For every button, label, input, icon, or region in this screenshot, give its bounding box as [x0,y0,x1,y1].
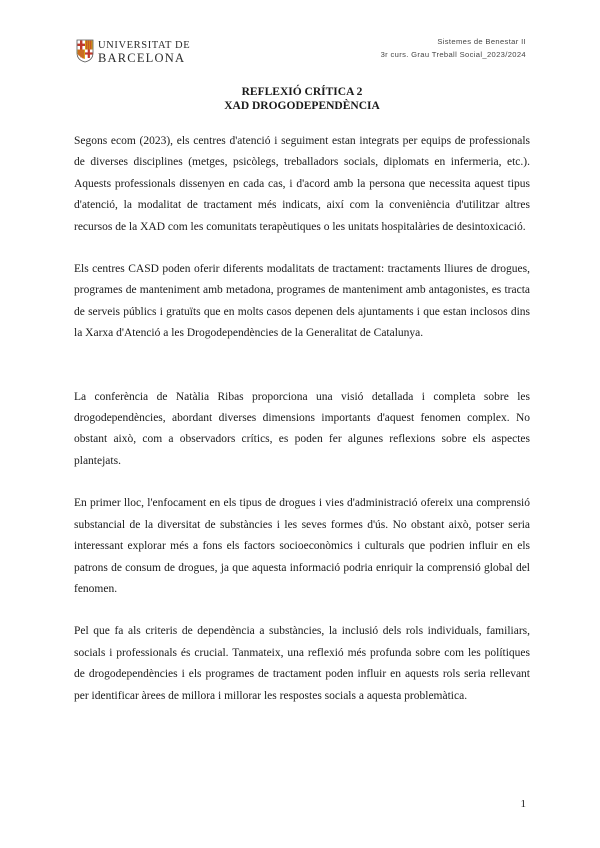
paragraph: Els centres CASD poden oferir diferents modalitats de tractament: tractaments lliures de drogues, programes de manteniment amb metadona, programes de manteniment amb antagonistes, es tracta de serveis públics i gratuïts que en molts casos depenen dels ajuntaments i que estan inclosos dins la Xarxa d'Atenció a les Drogodependències de la Generalitat de Catalunya. [74,263,530,340]
paragraph: La conferència de Natàlia Ribas proporciona una visió detallada i completa sobre les drogodependències, abordant diverses dimensions importants d'aquest fenomen complex. No obstant això, com a observadors crítics, es poden fer algunes reflexions sobre els aspectes plantejats. [74,390,530,467]
logo-name-line1: UNIVERSITAT DE [98,40,191,51]
course-name: Sistemes de Benestar II [437,37,526,46]
course-group: 3r curs. Grau Treball Social_2023/2024 [380,50,526,59]
title-line-1: REFLEXIÓ CRÍTICA 2 [241,86,363,98]
header-info [381,35,526,61]
paragraph: Pel que fa als criteris de dependència a substàncies, la inclusió dels rols individuals, familiars, socials i professionals és crucial. Tanmateix, una reflexió més profunda sobre com les polítiques de drogodependències i els programes de tractament poden influir en aquests rols seria rellevant per identificar àrees de millora i millorar les respostes socials a aquesta problemàtica. [74,625,530,702]
document-title [74,86,530,113]
university-logo [76,39,191,65]
logo-name-line2: BARCELONA [98,51,186,65]
title-line-2: XAD DROGODEPENDÈNCIA [224,99,380,112]
paragraph: En primer lloc, l'enfocament en els tipus de drogues i vies d'administració ofereix una comprensió substancial de la diversitat de substàncies i les seves formes d'ús. No obstant això, potser seria interessant explorar més a fons els factors socioeconòmics i culturals que podrien influir en els patrons de consum de drogues, ja que aquesta informació podria enriquir la comprensió global del fenomen. [74,497,530,595]
crest-icon [76,39,94,63]
paragraph: Segons ecom (2023), els centres d'atenció i seguiment estan integrats per equips de professionals de diverses disciplines (metges, psicòlegs, treballadors socials, diplomats en infermeria, etc.). Aquests professionals dissenyen en cada cas, i d'acord amb la persona que necessita aquest tipus d'atenció, la modalitat de tractament més indicats, així com la conveniència d'utilitzar altres recursos de la XAD com les comunitats terapèutiques o les unitats hospitalàries de desintoxicació. [74,135,530,233]
page-number: 1 [520,798,526,810]
document-body [74,131,530,707]
